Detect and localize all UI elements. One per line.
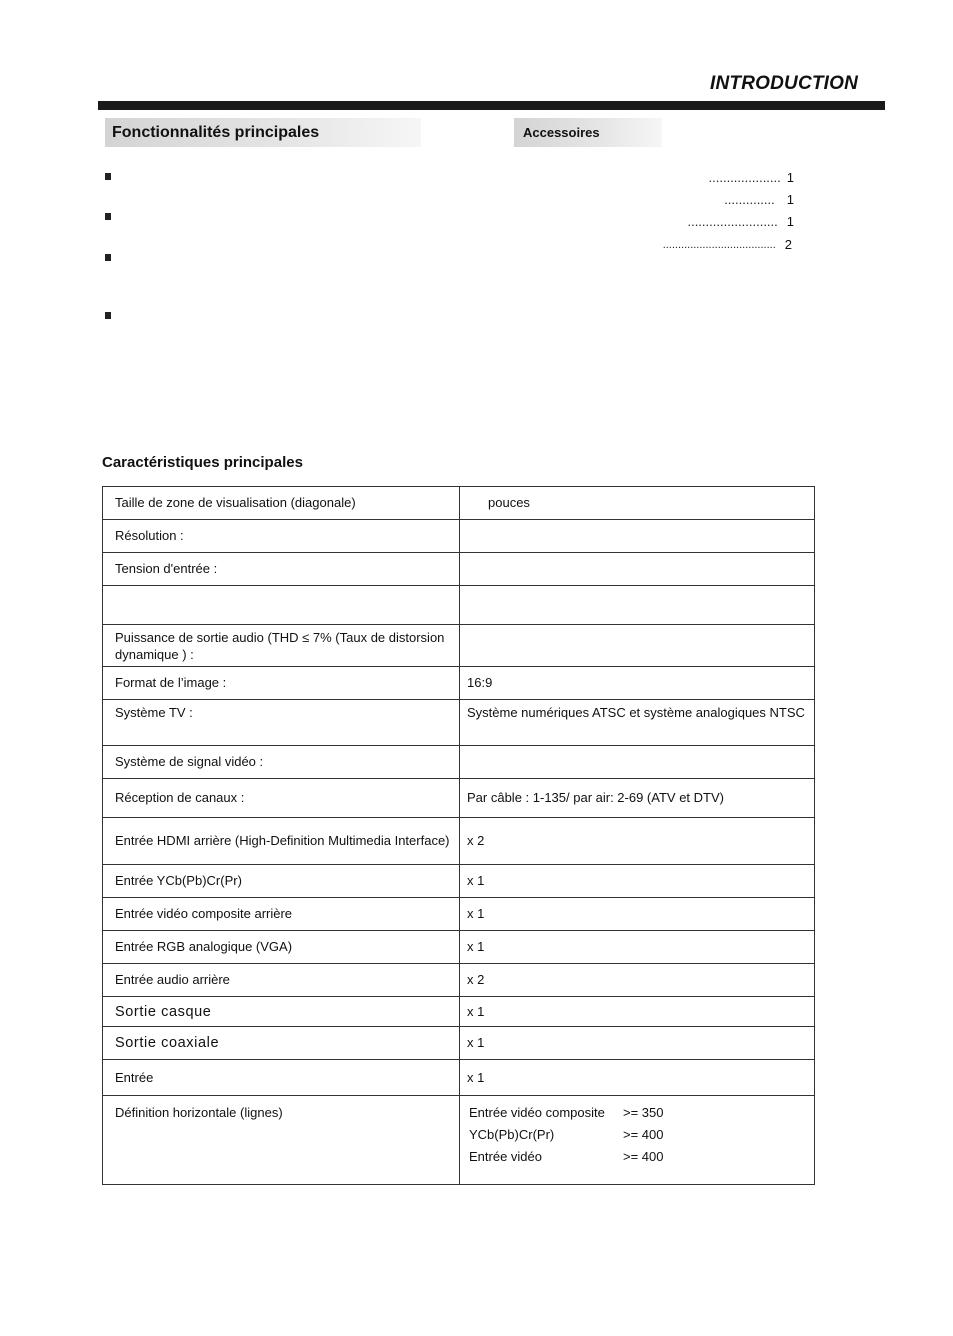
spec-label: Entrée YCb(Pb)Cr(Pr) [103,865,460,898]
definition-line [469,1102,814,1124]
accessory-quantity: 1 [786,214,794,229]
definition-key: YCb(Pb)Cr(Pr) [469,1127,555,1142]
spec-value-list [460,1096,815,1185]
table-row [103,1027,815,1060]
table-row [103,520,815,553]
spec-value [460,625,815,667]
spec-value: x 1 [460,1060,815,1096]
spec-value: x 2 [460,818,815,865]
table-row [103,625,815,667]
spec-label: Sortie casque [103,997,460,1027]
table-row [103,818,815,865]
spec-value: 16:9 [460,667,815,700]
spec-label: Tension d'entrée : [103,553,460,586]
spec-value: x 2 [460,964,815,997]
spec-label [103,586,460,625]
leader-dots: .............. [724,192,775,207]
features-heading: Fonctionnalités principales [105,118,421,147]
spec-label: Entrée audio arrière [103,964,460,997]
spec-label: Taille de zone de visualisation (diagonale) [103,487,460,520]
page-title: INTRODUCTION [710,73,859,94]
definition-key: Entrée vidéo [469,1149,542,1164]
spec-value: Par câble : 1-135/ par air: 2-69 (ATV et DTV) [460,779,815,818]
table-row [103,964,815,997]
leader-dots: .................... [708,170,781,185]
table-row [103,1060,815,1096]
spec-value: x 1 [460,898,815,931]
spec-label: Sortie coaxiale [103,1027,460,1060]
spec-value: Système numériques ATSC et système analogiques NTSC [460,700,815,746]
accessory-item [663,237,792,252]
bullet-icon [105,173,111,180]
spec-value [460,520,815,553]
table-row [103,997,815,1027]
spec-label: Système TV : [103,700,460,746]
accessory-item [709,170,794,185]
spec-label: Réception de canaux : [103,779,460,818]
definition-value: >= 400 [623,1127,664,1142]
spec-label: Entrée HDMI arrière (High-Definition Multimedia Interface) [103,818,460,865]
definition-line [469,1146,814,1168]
definition-line [469,1124,814,1146]
spec-value: x 1 [460,1027,815,1060]
accessory-item [724,192,794,207]
specs-table [102,486,815,1185]
spec-value: x 1 [460,931,815,964]
spec-label: Système de signal vidéo : [103,746,460,779]
spec-value [460,586,815,625]
spec-value: x 1 [460,997,815,1027]
bullet-icon [105,254,111,261]
leader-dots: ..................................... [662,238,776,251]
accessories-heading: Accessoires [514,118,662,147]
definition-value: >= 350 [623,1105,664,1120]
spec-value [460,553,815,586]
bullet-icon [105,312,111,319]
accessory-quantity: 2 [784,237,792,252]
table-row [103,898,815,931]
table-row [103,586,815,625]
leader-dots: ......................... [687,214,778,229]
table-row [103,487,815,520]
spec-label: Entrée vidéo composite arrière [103,898,460,931]
table-row [103,746,815,779]
spec-label: Format de l’image : [103,667,460,700]
spec-label: Entrée RGB analogique (VGA) [103,931,460,964]
spec-label: Résolution : [103,520,460,553]
table-row [103,779,815,818]
table-row [103,667,815,700]
table-row [103,1096,815,1185]
accessory-quantity: 1 [786,192,794,207]
accessory-item [687,214,794,229]
definition-value: >= 400 [623,1149,664,1164]
spec-value [460,746,815,779]
table-row [103,865,815,898]
spec-value: x 1 [460,865,815,898]
header-rule [98,101,885,110]
table-row [103,553,815,586]
bullet-icon [105,213,111,220]
table-row [103,700,815,746]
accessory-quantity: 1 [786,170,794,185]
table-row [103,931,815,964]
spec-value: pouces [460,487,815,520]
spec-label: Entrée [103,1060,460,1096]
specs-heading: Caractéristiques principales [102,454,303,471]
definition-key: Entrée vidéo composite [469,1105,605,1120]
spec-label: Puissance de sortie audio (THD ≤ 7% (Taux de distorsion dynamique ) : [103,625,460,667]
spec-label: Définition horizontale (lignes) [103,1096,460,1185]
